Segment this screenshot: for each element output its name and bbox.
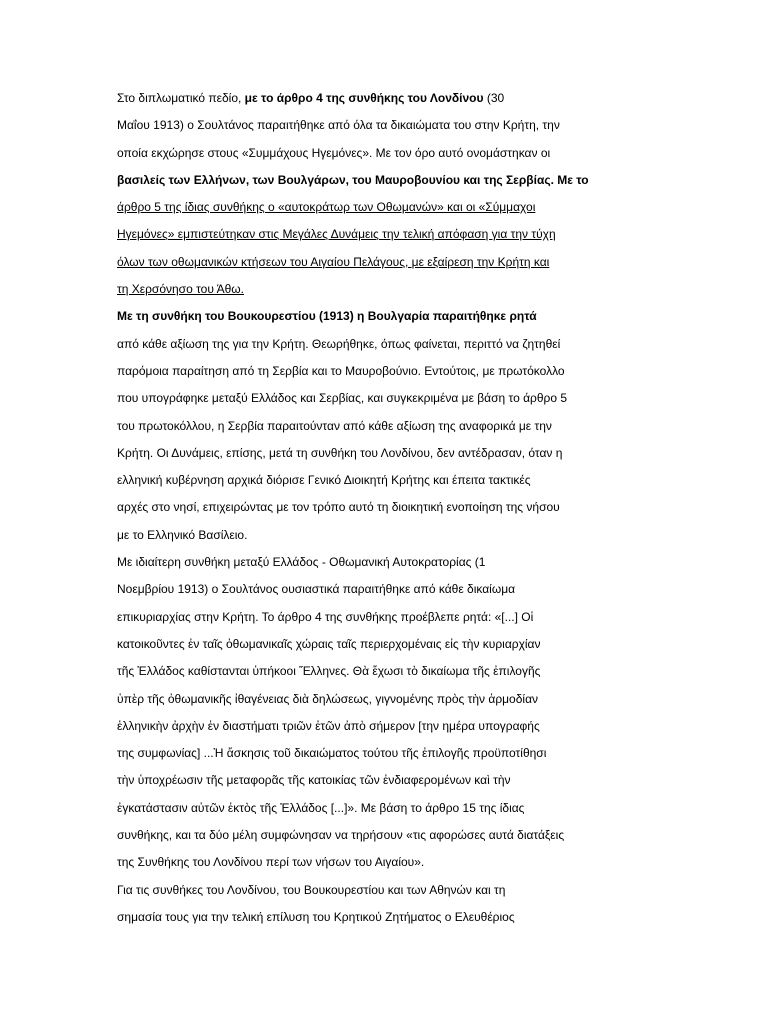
- text-line: [117, 358, 617, 385]
- text-run: Στο διπλωματικό πεδίο,: [117, 91, 245, 105]
- text-line: [117, 221, 617, 248]
- text-line: [117, 276, 617, 303]
- text-line: [117, 658, 617, 685]
- text-run: ὑπὲρ τῆς ὀθωμανικῆς ἰθαγένειας διὰ δηλώσεως, γιγνομένης πρὸς τὴν ἁρμοδίαν: [117, 691, 539, 706]
- text-line: [117, 631, 617, 658]
- text-run: ελληνική κυβέρνηση αρχικά διόρισε Γενικό Διοικητή Κρήτης και έπειτα τακτικές: [117, 473, 531, 488]
- text-line: [117, 522, 617, 549]
- text-run: τῆς Ἑλλάδος καθίστανται ὑπήκοοι Ἕλληνες. Θὰ ἔχωσι τὸ δικαίωμα τῆς ἐπιλογῆς: [117, 664, 541, 679]
- text-line: [117, 494, 617, 521]
- text-line: [117, 467, 617, 494]
- text-run: αρχές στο νησί, επιχειρώντας με τον τρόπο αυτό τη διοικητική ενοποίηση της νήσου: [117, 500, 560, 515]
- text-line: [117, 303, 617, 330]
- text-line: [117, 167, 617, 194]
- text-line: [117, 385, 617, 412]
- text-line: [117, 549, 617, 576]
- text-line: [117, 604, 617, 631]
- text-run: Νοεμβρίου 1913) ο Σουλτάνος ουσιαστικά παραιτήθηκε από κάθε δικαίωμα: [117, 582, 516, 597]
- text-run: ἐγκατάστασιν αὐτῶν ἐκτὸς τῆς Ἑλλάδος [...]». Με βάση το άρθρο 15 της ίδιας: [117, 800, 525, 815]
- text-line: [117, 822, 617, 849]
- text-run: τὴν ὑποχρέωσιν τῆς μεταφορᾶς τῆς κατοικίας τῶν ἐνδιαφερομένων καὶ τὴν: [117, 773, 511, 788]
- bold-text: Με τη συνθήκη του Βουκουρεστίου (1913) η Βουλγαρία παραιτήθηκε ρητά: [117, 309, 537, 324]
- text-run: της Συνθήκης του Λονδίνου περί των νήσων του Αιγαίου».: [117, 855, 425, 870]
- text-line: [117, 140, 617, 167]
- text-run: (30: [483, 91, 505, 105]
- text-line: [117, 795, 617, 822]
- bold-text: βασιλείς των Ελλήνων, των Βουλγάρων, του Μαυροβουνίου και της Σερβίας. Με το: [117, 172, 589, 187]
- text-run: Κρήτη. Οι Δυνάμεις, επίσης, μετά τη συνθήκη του Λονδίνου, δεν αντέδρασαν, όταν η: [117, 445, 563, 460]
- text-line: [117, 440, 617, 467]
- text-line: [117, 194, 617, 221]
- underlined-text: τη Χερσόνησο του Άθω.: [117, 282, 244, 297]
- text-run: ἑλληνικὴν ἀρχὴν ἐν διαστήματι τριῶν ἐτῶν ἀπὸ σήμερον [την ημέρα υπογραφής: [117, 718, 540, 733]
- text-run: με το Ελληνικό Βασίλειο.: [117, 527, 248, 542]
- underlined-text: όλων των οθωμανικών κτήσεων του Αιγαίου Πελάγους, με εξαίρεση την Κρήτη και: [117, 254, 550, 269]
- text-run: συνθήκης, και τα δύο μέλη συμφώνησαν να τηρήσουν «τις αφορώσες αυτά διατάξεις: [117, 828, 565, 843]
- text-run: σημασία τους για την τελική επίλυση του Κρητικού Ζητήματος ο Ελευθέριος: [117, 909, 515, 924]
- text-run: κατοικοῦντες ἐν ταῖς ὀθωμανικαῖς χώραις ταῖς περιερχομέναις εἰς τὴν κυριαρχίαν: [117, 636, 541, 651]
- text-run: που υπογράφηκε μεταξύ Ελλάδος και Σερβίας, και συγκεκριμένα με βάση το άρθρο 5: [117, 391, 568, 406]
- document-body: [117, 85, 617, 931]
- underlined-text: Ηγεμόνες» εμπιστεύτηκαν στις Μεγάλες Δυνάμεις την τελική απόφαση για την τύχη: [117, 227, 556, 242]
- underlined-text: άρθρο 5 της ίδιας συνθήκης ο «αυτοκράτωρ των Οθωμανών» και οι «Σύμμαχοι: [117, 200, 536, 215]
- bold-text: με το άρθρο 4 της συνθήκης του Λονδίνου: [244, 91, 484, 105]
- text-run: επικυριαρχίας στην Κρήτη. Το άρθρο 4 της συνθήκης προέβλεπε ρητά: «[...] Οἱ: [117, 609, 534, 624]
- text-run: παρόμοια παραίτηση από τη Σερβία και το Μαυροβούνιο. Εντούτοις, με πρωτόκολλο: [117, 363, 565, 378]
- text-run: Μαΐου 1913) ο Σουλτάνος παραιτήθηκε από όλα τα δικαιώματα του στην Κρήτη, την: [117, 118, 560, 133]
- text-line: [117, 576, 617, 603]
- text-line: [117, 849, 617, 876]
- text-line: [117, 331, 617, 358]
- text-run: της συμφωνίας] ...Ἡ ἄσκησις τοῦ δικαιώματος τούτου τῆς ἐπιλογῆς προϋποτίθησι: [117, 746, 547, 761]
- text-line: [117, 904, 617, 931]
- text-line: [117, 877, 617, 904]
- text-run: από κάθε αξίωση της για την Κρήτη. Θεωρήθηκε, όπως φαίνεται, περιττό να ζητηθεί: [117, 336, 561, 351]
- text-line: [117, 713, 617, 740]
- text-run: οποία εκχώρησε στους «Συμμάχους Ηγεμόνες». Με τον όρο αυτό ονομάστηκαν οι: [117, 145, 551, 160]
- text-line: [117, 686, 617, 713]
- text-run: Με ιδιαίτερη συνθήκη μεταξύ Ελλάδος - Οθωμανική Αυτοκρατορίας (1: [117, 555, 486, 570]
- text-line: [117, 85, 617, 112]
- text-line: [117, 112, 617, 139]
- text-run: Για τις συνθήκες του Λονδίνου, του Βουκουρεστίου και των Αθηνών και τη: [117, 882, 506, 897]
- text-run: του πρωτοκόλλου, η Σερβία παραιτούνταν από κάθε αξίωση της αναφορικά με την: [117, 418, 552, 433]
- text-line: [117, 413, 617, 440]
- text-line: [117, 249, 617, 276]
- text-line: [117, 767, 617, 794]
- text-line: [117, 740, 617, 767]
